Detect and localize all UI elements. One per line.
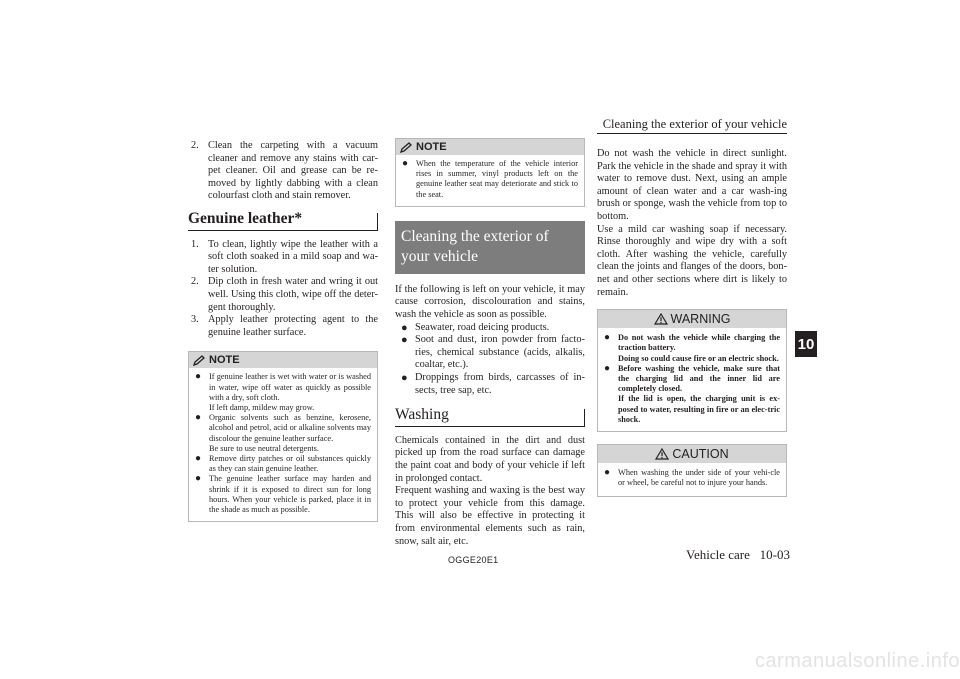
list-item <box>401 322 585 335</box>
note-header <box>396 139 584 155</box>
bullet-dot: ● <box>401 334 408 347</box>
bullet-text: When washing the under side of your vehi-cle or wheel, be careful not to injure your hands. <box>618 467 780 488</box>
step-text: Dip cloth in fresh water and wring it out well. Using this cloth, wipe off the deter-gent thoroughly. <box>208 276 378 313</box>
chapter-tab: 10 <box>795 331 817 357</box>
bullet-dot: ● <box>604 362 611 374</box>
bullet-text: If genuine leather is wet with water or is washed in water, wipe off water as quickly as possible with a dry, soft cloth. If left damp, mildew may grow. <box>209 372 371 412</box>
list-item-text: Seawater, road deicing products. <box>415 321 550 333</box>
bullet-dot: ● <box>195 412 202 424</box>
caution-header <box>598 445 786 463</box>
step-2 <box>188 140 378 203</box>
footer-section: Vehicle care <box>686 547 750 562</box>
caution-box <box>597 444 787 497</box>
header-rule <box>597 133 787 134</box>
pencil-icon <box>400 142 413 153</box>
caution-bullet <box>604 468 780 488</box>
list-item <box>401 334 585 372</box>
warning-body <box>598 328 786 431</box>
step-number: 1. <box>191 238 199 250</box>
note-bullet <box>402 159 578 200</box>
note-body <box>189 368 377 521</box>
step-number: 2. <box>191 276 199 288</box>
leather-steps <box>188 239 378 340</box>
list-item-text: Droppings from birds, carcasses of in-sects, tree sap, etc. <box>415 371 585 396</box>
section-title-genuine-leather: Genuine leather* <box>188 213 378 231</box>
step-text: Clean the carpeting with a vacuum cleaner and remove any stains with car-pet cleaner. Oil and grease can be re-moved by lightly dabbing with a clean colourfast cloth and stain remover. <box>208 140 378 202</box>
bullet-dot: ● <box>195 473 202 485</box>
bullet-text: When the temperature of the vehicle interior rises in summer, vinyl products left on the genuine leather seat may deteriorate and stick to the seat. <box>416 159 578 199</box>
bullet-dot: ● <box>402 158 409 169</box>
step-item <box>188 239 378 277</box>
washing-paragraph-2: Frequent washing and waxing is the best way to protect your vehicle from this damage. This will also be effective in protecting it from environmental elements such as rain, snow, salt air, etc. <box>395 485 585 547</box>
warning-box <box>597 309 787 432</box>
running-header: Cleaning the exterior of your vehicle <box>602 117 787 131</box>
watermark: carmanualsonline.info <box>754 650 960 672</box>
document-code: OGGE20E1 <box>448 555 499 565</box>
bullet-dot: ● <box>604 466 611 478</box>
bullet-dot: ● <box>401 321 408 334</box>
bullet-text: Organic solvents such as benzine, kerosene, alcohol and petrol, acid or alkaline solvents may discolour the genuine leather surface. Be sure to use neutral detergents. <box>209 413 371 453</box>
note-label: NOTE <box>416 140 447 153</box>
warning-header <box>598 310 786 328</box>
list-item <box>401 372 585 397</box>
column-3 <box>597 148 787 497</box>
warning-bullet <box>604 364 780 425</box>
warning-triangle-icon <box>654 313 668 325</box>
step-item <box>188 276 378 314</box>
caution-label: CAUTION <box>672 446 729 461</box>
banner-line-1: Cleaning the exterior of <box>401 227 549 245</box>
step-item <box>188 314 378 339</box>
page-number: 10-03 <box>759 547 790 562</box>
warning-label: WARNING <box>670 311 731 326</box>
contaminant-list <box>395 322 585 398</box>
bullet-text: Before washing the vehicle, make sure that the charging lid and the inner lid are completely closed. If the lid is open, the charging unit is ex-posed to water, resulting in fire or an elec-tric shock. <box>618 363 780 424</box>
note-label: NOTE <box>209 354 240 367</box>
note-body <box>396 155 584 206</box>
step-text: To clean, lightly wipe the leather with a soft cloth soaked in a mild soap and wa-ter solution. <box>208 238 378 275</box>
banner-line-2: your vehicle <box>401 247 479 265</box>
bullet-dot: ● <box>604 332 611 344</box>
bullet-text: Remove dirty patches or oil substances quickly as they can stain genuine leather. <box>209 453 371 474</box>
note-box <box>188 351 378 522</box>
note-bullet <box>195 474 371 515</box>
section-banner <box>395 221 585 274</box>
section-title-washing: Washing <box>395 409 585 427</box>
note-bullet <box>195 413 371 454</box>
note-header <box>189 352 377 368</box>
bullet-dot: ● <box>195 371 202 383</box>
column-2 <box>395 138 585 548</box>
step-text: Apply leather protecting agent to the genuine leather surface. <box>208 314 378 338</box>
bullet-text: Do not wash the vehicle while charging the traction battery. Doing so could cause fire or an electric shock. <box>618 333 780 363</box>
page-footer <box>686 547 790 563</box>
bullet-text: The genuine leather surface may harden and shrink if it is exposed to direct sun for long hours. When your vehicle is parked, place it in the shade as much as possible. <box>209 474 371 514</box>
washing-paragraph-1: Chemicals contained in the dirt and dust picked up from the road surface can damage the paint coat and body of your vehicle if left in prolonged contact. <box>395 434 585 484</box>
bullet-dot: ● <box>195 452 202 464</box>
note-bullet <box>195 454 371 474</box>
list-item-text: Soot and dust, iron powder from facto-ries, chemical substance (acids, alkalis, coaltar, etc.). <box>415 334 585 371</box>
caution-triangle-icon <box>655 448 669 460</box>
washing-paragraph-4: Use a mild car washing soap if necessary. Rinse thoroughly and wipe dry with a soft cloth. After washing the vehicle, carefully clean the joints and flanges of the doors, bon-net and other sections where dirt is likely to remain. <box>597 223 787 298</box>
intro-paragraph: If the following is left on your vehicle, it may cause corrosion, discolouration and stains, wash the vehicle as soon as possible. <box>395 283 585 320</box>
bullet-dot: ● <box>401 371 408 384</box>
note-box <box>395 138 585 207</box>
step-number: 2. <box>191 140 199 151</box>
note-bullet <box>195 372 371 413</box>
washing-paragraph-3: Do not wash the vehicle in direct sunlight. Park the vehicle in the shade and spray it with water to remove dust. Next, using an ample amount of clean water and a car wash-ing brush or sponge, wash the vehicle from top to bottom. <box>597 148 787 222</box>
caution-body <box>598 463 786 496</box>
column-1 <box>188 140 378 522</box>
pencil-icon <box>193 355 206 366</box>
warning-bullet <box>604 333 780 364</box>
step-number: 3. <box>191 314 199 326</box>
